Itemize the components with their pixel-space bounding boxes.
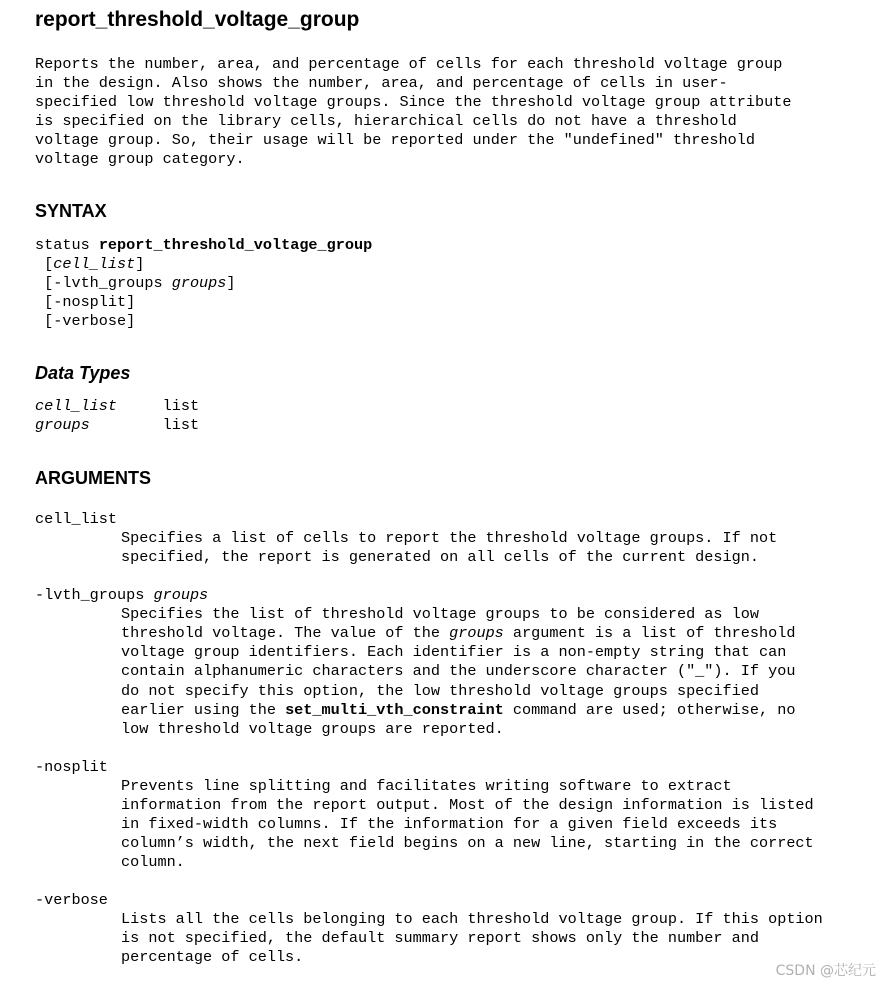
argument-name: -verbose bbox=[35, 891, 108, 909]
data-type-row bbox=[35, 416, 199, 435]
argument-desc-line: Specifies a list of cells to report the threshold voltage groups. If not bbox=[121, 529, 778, 547]
text-run: earlier using the bbox=[121, 701, 286, 719]
syntax-arg-cell-list: cell_list bbox=[53, 255, 136, 273]
bracket-close: ] bbox=[135, 255, 145, 273]
argument-desc-line: percentage of cells. bbox=[121, 948, 304, 966]
page-title: report_threshold_voltage_group bbox=[35, 8, 360, 31]
syntax-option-verbose: [-verbose] bbox=[35, 312, 136, 330]
argument-flag: -lvth_groups bbox=[35, 586, 154, 604]
text-run: threshold voltage. The value of the bbox=[121, 624, 450, 642]
data-type-pad bbox=[117, 397, 163, 415]
argument-desc-line bbox=[121, 701, 795, 720]
arguments-heading: ARGUMENTS bbox=[35, 468, 151, 488]
description-line: Reports the number, area, and percentage of cells for each threshold voltage group bbox=[35, 55, 783, 73]
command-reference: set_multi_vth_constraint bbox=[285, 701, 504, 719]
text-run-italic: groups bbox=[449, 624, 504, 642]
argument-desc-line: Specifies the list of threshold voltage groups to be considered as low bbox=[121, 605, 759, 623]
syntax-option-lvth-groups bbox=[35, 274, 236, 293]
argument-name bbox=[35, 586, 208, 605]
description-line: voltage group. So, their usage will be reported under the "undefined" threshold bbox=[35, 131, 756, 149]
argument-desc-line bbox=[121, 624, 795, 643]
data-type-name: groups bbox=[35, 416, 90, 434]
argument-desc-line: do not specify this option, the low threshold voltage groups specified bbox=[121, 682, 759, 700]
watermark: CSDN @芯纪元 bbox=[775, 963, 876, 979]
text-run: command are used; otherwise, no bbox=[503, 701, 796, 719]
bracket-close: ] bbox=[226, 274, 236, 292]
argument-desc-line: Lists all the cells belonging to each threshold voltage group. If this option bbox=[121, 910, 823, 928]
argument-arg: groups bbox=[153, 586, 209, 604]
text-run: argument is a list of threshold bbox=[503, 624, 796, 642]
syntax-command-line bbox=[35, 236, 372, 255]
syntax-option-nosplit: [-nosplit] bbox=[35, 293, 136, 311]
argument-desc-line: information from the report output. Most of the design information is listed bbox=[121, 796, 814, 814]
description-line: in the design. Also shows the number, area, and percentage of cells in user- bbox=[35, 74, 728, 92]
description-line: voltage group category. bbox=[35, 150, 245, 168]
syntax-heading: SYNTAX bbox=[35, 201, 107, 221]
description-line: is specified on the library cells, hierarchical cells do not have a threshold bbox=[35, 112, 737, 130]
data-type-pad bbox=[90, 416, 163, 434]
syntax-option-cell-list bbox=[35, 255, 144, 274]
argument-name: cell_list bbox=[35, 510, 118, 528]
syntax-option-lvth-groups-flag: [-lvth_groups bbox=[35, 274, 172, 292]
data-type-row bbox=[35, 397, 199, 416]
data-types-heading: Data Types bbox=[35, 363, 131, 383]
argument-desc-line: in fixed-width columns. If the information for a given field exceeds its bbox=[121, 815, 778, 833]
argument-desc-line: specified, the report is generated on all cells of the current design. bbox=[121, 548, 759, 566]
argument-desc-line: low threshold voltage groups are reported. bbox=[121, 720, 504, 738]
syntax-arg-groups: groups bbox=[171, 274, 227, 292]
argument-name: -nosplit bbox=[35, 758, 108, 776]
syntax-prefix: status bbox=[35, 236, 99, 254]
data-type-name: cell_list bbox=[35, 397, 118, 415]
argument-desc-line: contain alphanumeric characters and the underscore character ("_"). If you bbox=[121, 662, 796, 680]
syntax-command: report_threshold_voltage_group bbox=[98, 236, 373, 254]
argument-desc-line: column’s width, the next field begins on a new line, starting in the correct bbox=[121, 834, 814, 852]
description-line: specified low threshold voltage groups. Since the threshold voltage group attribute bbox=[35, 93, 792, 111]
data-type-value: list bbox=[162, 416, 200, 434]
data-type-value: list bbox=[162, 397, 200, 415]
argument-desc-line: column. bbox=[121, 853, 185, 871]
argument-desc-line: is not specified, the default summary report shows only the number and bbox=[121, 929, 759, 947]
argument-desc-line: voltage group identifiers. Each identifier is a non-empty string that can bbox=[121, 643, 787, 661]
bracket-open: [ bbox=[35, 255, 54, 273]
argument-desc-line: Prevents line splitting and facilitates writing software to extract bbox=[121, 777, 732, 795]
